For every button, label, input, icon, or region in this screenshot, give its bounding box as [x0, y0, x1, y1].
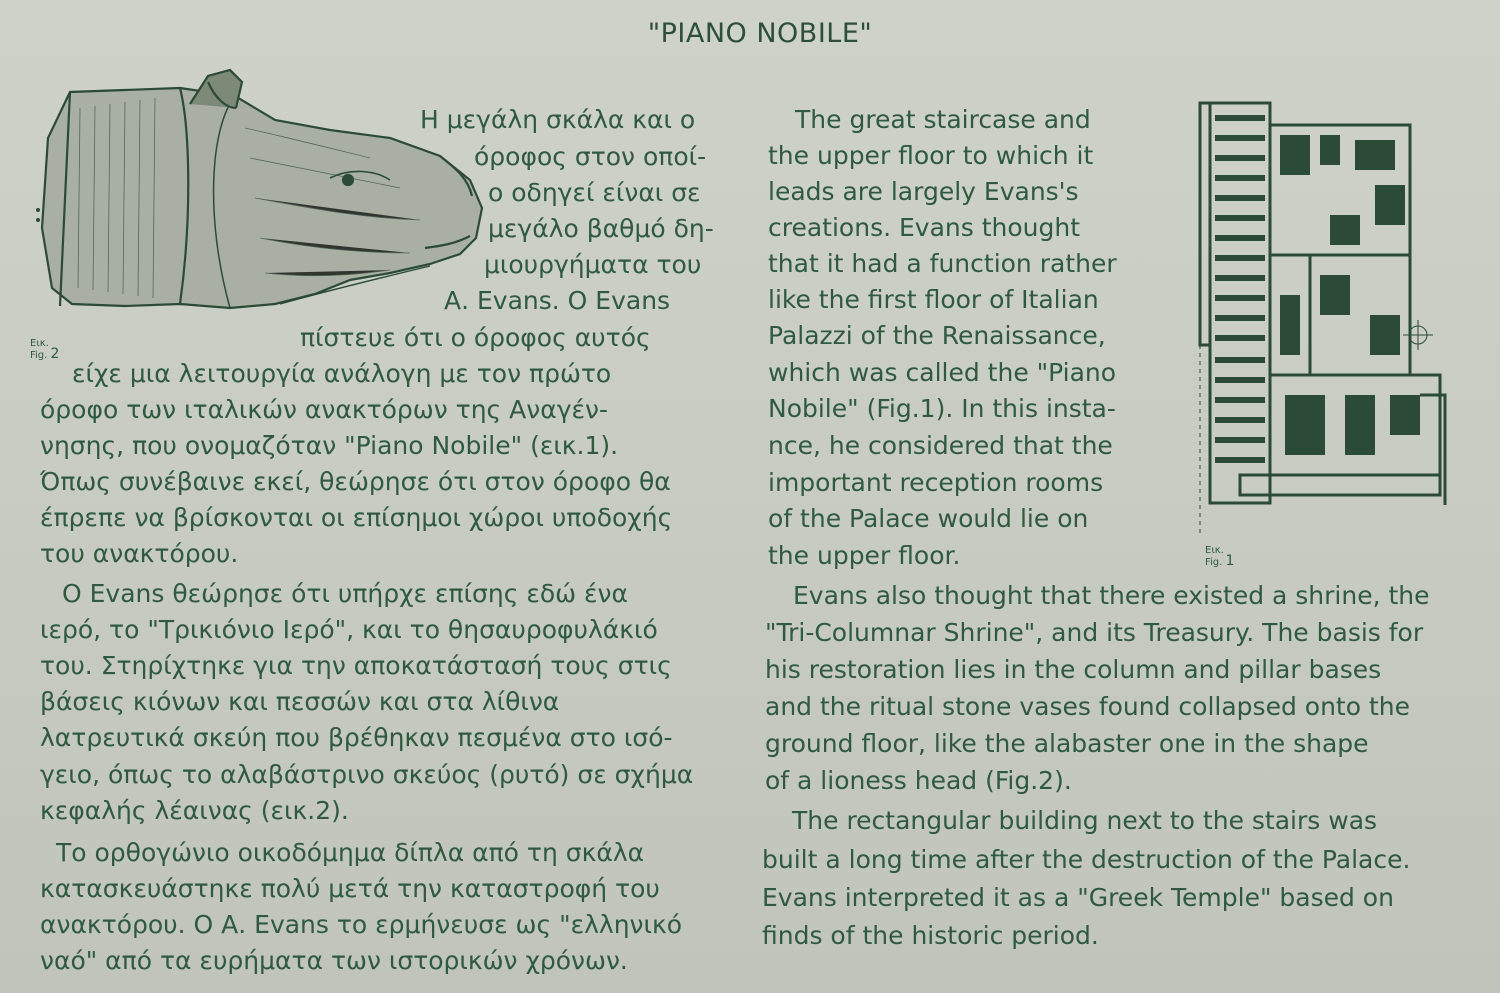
- greek-line: βάσεις κιόνων και πεσσών και στα λίθινα: [40, 687, 560, 716]
- english-line: important reception rooms: [768, 468, 1104, 497]
- english-line: The great staircase and: [795, 105, 1091, 134]
- english-line: Palazzi of the Renaissance,: [768, 321, 1106, 350]
- greek-line: λατρευτικά σκεύη που βρέθηκαν πεσμένα στο ισό-: [40, 723, 673, 752]
- english-line: built a long time after the destruction of the Palace.: [762, 845, 1411, 874]
- english-line: of the Palace would lie on: [768, 504, 1089, 533]
- english-line: that it had a function rather: [768, 249, 1117, 278]
- fig1-label: Εικ.: [1205, 545, 1224, 556]
- greek-line: κατασκευάστηκε πολύ μετά την καταστροφή του: [40, 874, 660, 903]
- page-title: "PIANO NOBILE": [647, 18, 873, 49]
- fig2-caption: [30, 338, 59, 361]
- english-line: and the ritual stone vases found collapsed onto the: [765, 692, 1410, 721]
- greek-line: μιουργήματα του: [484, 250, 702, 279]
- greek-line: Ο Evans θεώρησε ότι υπήρχε επίσης εδώ ένα: [62, 579, 628, 608]
- english-line: nce, he considered that the: [768, 431, 1113, 460]
- english-line: creations. Evans thought: [768, 213, 1081, 242]
- greek-line: κεφαλής λέαινας (εικ.2).: [40, 796, 349, 825]
- english-line: which was called the "Piano: [768, 358, 1117, 387]
- english-line: Evans also thought that there existed a shrine, the: [793, 581, 1430, 610]
- greek-line: ιερό, το "Τρικιόνιο Ιερό", και το θησαυροφυλάκιό: [40, 615, 658, 644]
- english-line: the upper floor.: [768, 541, 961, 570]
- greek-line: Α. Evans. Ο Evans: [444, 286, 671, 315]
- greek-line: είχε μια λειτουργία ανάλογη με τον πρώτο: [72, 359, 612, 388]
- fig1-label-en: Fig.: [1205, 557, 1223, 568]
- fig2-label: Εικ.: [30, 338, 49, 349]
- english-line: like the first floor of Italian: [768, 285, 1099, 314]
- greek-line: έπρεπε να βρίσκονται οι επίσημοι χώροι υποδοχής: [40, 503, 673, 532]
- greek-line: Η μεγάλη σκάλα και ο: [420, 105, 696, 134]
- fig1-number: 1: [1225, 553, 1235, 569]
- greek-line: ναό" από τα ευρήματα των ιστορικών χρόνων.: [40, 946, 628, 975]
- greek-line: ο οδηγεί είναι σε: [488, 178, 701, 207]
- english-line: Evans interpreted it as a "Greek Temple" based on: [762, 883, 1394, 912]
- greek-line: νησης, που ονομαζόταν "Piano Nobile" (εικ.1).: [40, 431, 619, 460]
- english-line: Nobile" (Fig.1). In this insta-: [768, 394, 1116, 423]
- english-line: leads are largely Evans's: [768, 177, 1079, 206]
- greek-line: Το ορθογώνιο οικοδόμημα δίπλα από τη σκάλα: [56, 838, 645, 867]
- greek-line: Όπως συνέβαινε εκεί, θεώρησε ότι στον όροφο θα: [40, 467, 671, 496]
- greek-line: γειο, όπως το αλαβάστρινο σκεύος (ρυτό) σε σχήμα: [40, 760, 694, 789]
- english-line: of a lioness head (Fig.2).: [765, 766, 1072, 795]
- english-line: the upper floor to which it: [768, 141, 1094, 170]
- fig1-caption: [1205, 545, 1234, 568]
- greek-line: του. Στηρίχτηκε για την αποκατάστασή τους στις: [40, 651, 672, 680]
- english-line: finds of the historic period.: [762, 921, 1099, 950]
- english-line: "Tri-Columnar Shrine", and its Treasury. The basis for: [765, 618, 1424, 647]
- english-line: The rectangular building next to the stairs was: [792, 806, 1378, 835]
- greek-line: πίστευε ότι ο όροφος αυτός: [300, 323, 651, 352]
- greek-line: ανακτόρου. Ο Α. Evans το ερμήνευσε ως "ελληνικό: [40, 910, 683, 939]
- greek-line: όροφος στον οποί-: [474, 142, 707, 171]
- palace-floor-plan-drawing: [1170, 95, 1460, 535]
- english-line: his restoration lies in the column and pillar bases: [765, 655, 1382, 684]
- greek-line: όροφο των ιταλικών ανακτόρων της Αναγέν-: [40, 395, 608, 424]
- greek-line: μεγάλο βαθμό δη-: [488, 214, 714, 243]
- fig2-label-en: Fig.: [30, 350, 48, 361]
- english-line: ground floor, like the alabaster one in the shape: [765, 729, 1369, 758]
- fig2-number: 2: [50, 346, 60, 362]
- greek-line: του ανακτόρου.: [40, 539, 239, 568]
